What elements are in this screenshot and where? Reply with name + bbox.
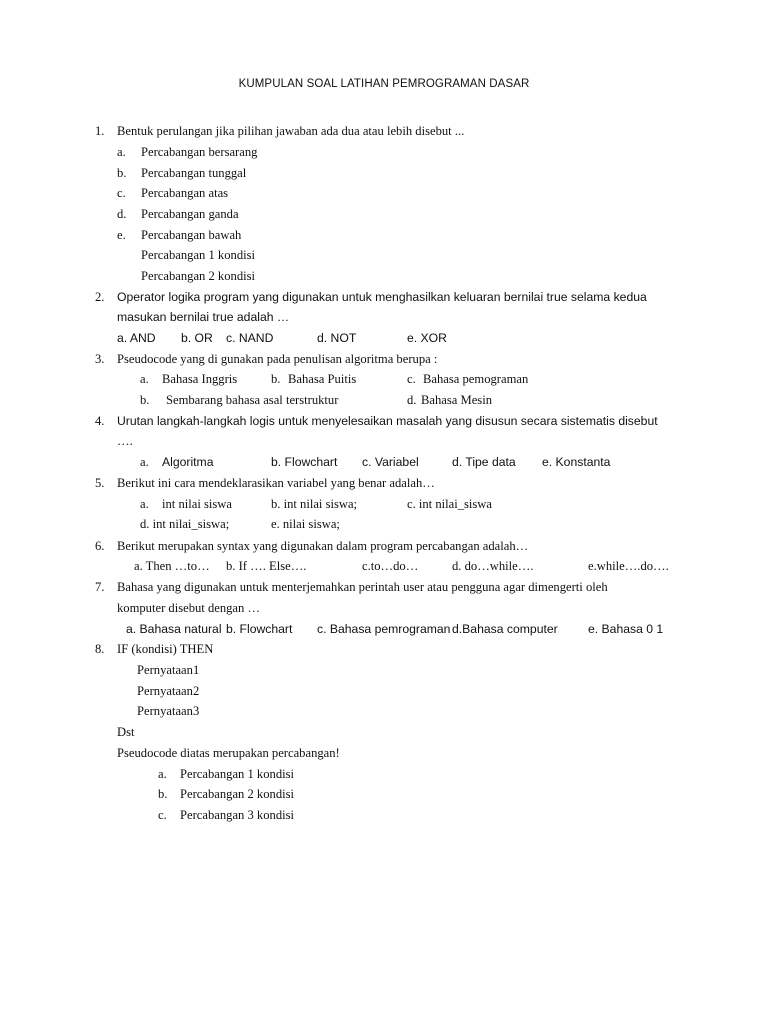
option-letter: b. — [271, 372, 281, 386]
question-text: Berikut ini cara mendeklarasikan variabel yang benar adalah… — [117, 476, 435, 490]
question-text: Pseudocode diatas merupakan percabangan! — [117, 746, 340, 760]
option-text: d. Tipe data — [452, 455, 516, 469]
question-number: 4. — [95, 414, 105, 428]
option-text: Sembarang bahasa asal terstruktur — [166, 393, 339, 407]
option-text: b. int nilai siswa; — [271, 497, 358, 511]
option-letter: a. — [158, 767, 167, 781]
option: b. If …. Else…. — [226, 559, 307, 573]
option-letter: e. — [117, 228, 126, 242]
option: c. NAND — [226, 331, 274, 345]
option: b. OR — [181, 331, 213, 345]
option: e.while….do…. — [588, 559, 669, 573]
option-letter: a. — [140, 455, 149, 469]
option-text: Percabangan 1 kondisi — [180, 767, 295, 781]
option-text: Percabangan atas — [141, 186, 229, 200]
question-number: 8. — [95, 642, 105, 656]
option-text: Bahasa Inggris — [162, 372, 238, 386]
code-line: Pernyataan1 — [137, 663, 200, 677]
option-letter: a. — [140, 497, 149, 511]
question-text: komputer disebut dengan … — [117, 601, 261, 615]
question-text: Bentuk perulangan jika pilihan jawaban ada dua atau lebih disebut ... — [117, 124, 465, 138]
option: d.Bahasa computer — [452, 622, 558, 636]
question-number: 1. — [95, 124, 105, 138]
option-text: e. nilai siswa; — [271, 517, 340, 531]
option: e. XOR — [407, 331, 447, 345]
option-text: Algoritma — [162, 455, 214, 469]
option-letter: c. — [158, 808, 167, 822]
option: e. Bahasa 0 1 — [588, 622, 664, 636]
option: d. do…while…. — [452, 559, 534, 573]
option: c. Bahasa pemrograman — [317, 622, 451, 636]
option: c.to…do… — [362, 559, 419, 573]
option-letter: a. — [140, 372, 149, 386]
question-text: Berikut merupakan syntax yang digunakan dalam program percabangan adalah… — [117, 539, 529, 553]
option-letter: d. — [117, 207, 127, 221]
question-text: Operator logika program yang digunakan untuk menghasilkan keluaran bernilai true selama kedua — [117, 290, 647, 304]
option-letter: c. — [407, 372, 416, 386]
question-text: …. — [117, 434, 133, 448]
option-text: Percabangan bersarang — [141, 145, 258, 159]
option-text: Percabangan 2 kondisi — [180, 787, 295, 801]
option: d. NOT — [317, 331, 357, 345]
question-number: 3. — [95, 352, 105, 366]
question-number: 7. — [95, 580, 105, 594]
option-letter: a. — [117, 145, 126, 159]
question-number: 6. — [95, 539, 105, 553]
option: a. Bahasa natural — [126, 622, 222, 636]
question-number: 2. — [95, 290, 105, 304]
option-text: c. int nilai_siswa — [407, 497, 492, 511]
option-text: Percabangan tunggal — [141, 166, 247, 180]
option-text: d. int nilai_siswa; — [140, 517, 230, 531]
code-line: Pernyataan3 — [137, 704, 200, 718]
option-letter: b. — [140, 393, 150, 407]
question-number: 5. — [95, 476, 105, 490]
option-text: Percabangan bawah — [141, 228, 242, 242]
question-text: Bahasa yang digunakan untuk menterjemahkan perintah user atau pengguna agar dimengerti oleh — [117, 580, 608, 594]
option-letter: c. — [117, 186, 126, 200]
option: b. Flowchart — [226, 622, 293, 636]
option-text: b. Flowchart — [271, 455, 338, 469]
option-text: e. Konstanta — [542, 455, 611, 469]
extra-line: Percabangan 2 kondisi — [141, 269, 256, 283]
extra-line: Percabangan 1 kondisi — [141, 248, 256, 262]
question-text: Urutan langkah-langkah logis untuk menyelesaikan masalah yang disusun secara sistematis disebut — [117, 414, 658, 428]
option-text: Percabangan ganda — [141, 207, 239, 221]
question-text: masukan bernilai true adalah … — [117, 310, 290, 324]
code-line: IF (kondisi) THEN — [117, 642, 214, 656]
option-text: Bahasa Puitis — [288, 372, 357, 386]
option-letter: b. — [117, 166, 127, 180]
code-line: Pernyataan2 — [137, 684, 200, 698]
option-text: int nilai siswa — [162, 497, 232, 511]
option-text: Bahasa pemograman — [423, 372, 529, 386]
question-text: Pseudocode yang di gunakan pada penulisan algoritma berupa : — [117, 352, 438, 366]
code-line: Dst — [117, 725, 135, 739]
option: a. AND — [117, 331, 156, 345]
option-text: c. Variabel — [362, 455, 419, 469]
option-text: Percabangan 3 kondisi — [180, 808, 295, 822]
option-letter: b. — [158, 787, 168, 801]
option: a. Then …to… — [134, 559, 210, 573]
option-letter: d. — [407, 393, 417, 407]
option-text: Bahasa Mesin — [421, 393, 492, 407]
document-title: KUMPULAN SOAL LATIHAN PEMROGRAMAN DASAR — [238, 78, 530, 90]
